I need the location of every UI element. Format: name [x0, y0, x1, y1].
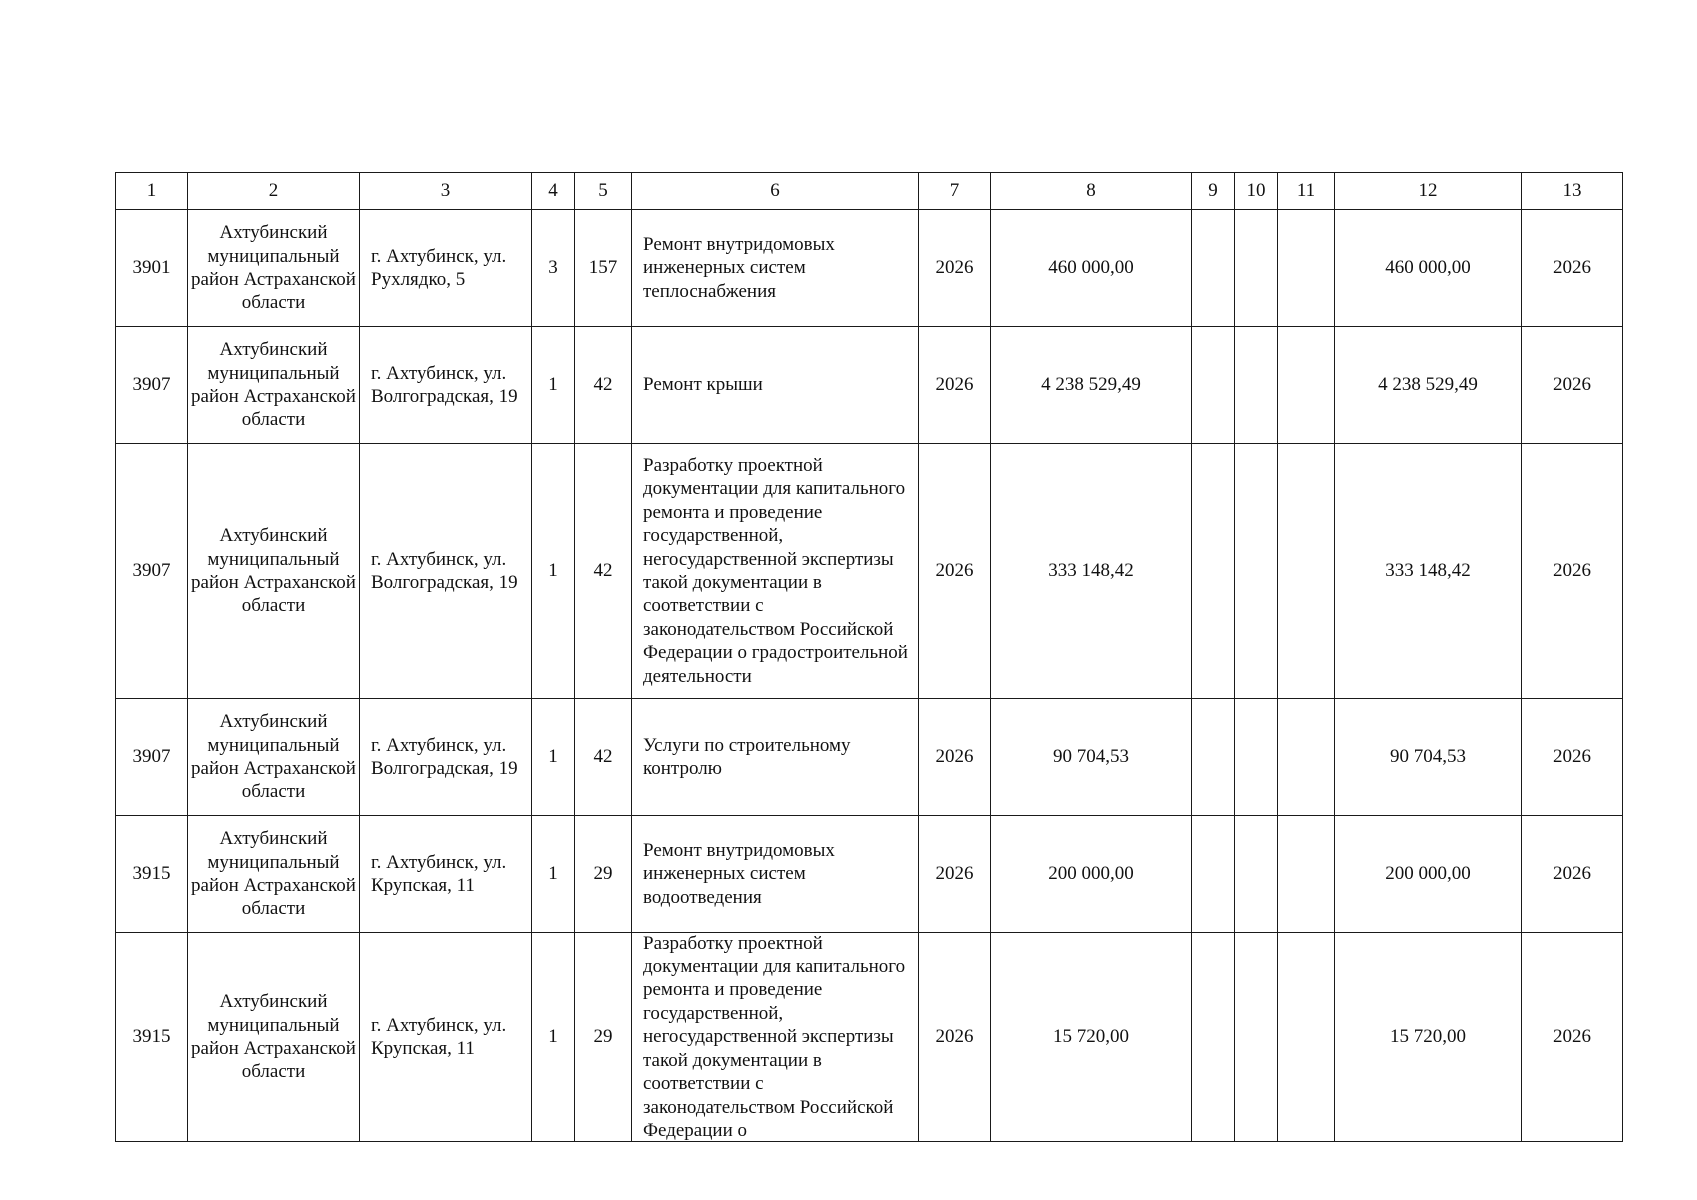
col4-cell: 1 [532, 444, 575, 699]
column-header-3: 3 [360, 173, 532, 210]
address-cell: г. Ахтубинск, ул. Волгоградская, 19 [360, 699, 532, 816]
municipality-cell: Ахтубинский муниципальный район Астраханской области [188, 933, 360, 1142]
row-number-cell: 3915 [116, 816, 188, 933]
column-header-12: 12 [1335, 173, 1522, 210]
completion-year-cell: 2026 [1522, 699, 1623, 816]
cost-cell: 4 238 529,49 [1335, 327, 1522, 444]
row-number-cell: 3907 [116, 327, 188, 444]
row-number-cell: 3907 [116, 444, 188, 699]
col10-cell [1235, 210, 1278, 327]
column-header-1: 1 [116, 173, 188, 210]
column-header-4: 4 [532, 173, 575, 210]
column-header-5: 5 [575, 173, 632, 210]
cost-cell: 460 000,00 [1335, 210, 1522, 327]
work-description-cell: Ремонт внутридомовых инженерных систем теплоснабжения [632, 210, 919, 327]
column-header-11: 11 [1278, 173, 1335, 210]
col11-cell [1278, 816, 1335, 933]
table-row [116, 327, 1623, 444]
work-description-clip [643, 933, 914, 1141]
row-number-cell: 3901 [116, 210, 188, 327]
completion-year-cell: 2026 [1522, 816, 1623, 933]
column-header-6: 6 [632, 173, 919, 210]
column-header-9: 9 [1192, 173, 1235, 210]
municipality-cell: Ахтубинский муниципальный район Астраханской области [188, 444, 360, 699]
completion-year-cell: 2026 [1522, 327, 1623, 444]
column-header-10: 10 [1235, 173, 1278, 210]
col9-cell [1192, 816, 1235, 933]
col11-cell [1278, 210, 1335, 327]
address-cell: г. Ахтубинск, ул. Крупская, 11 [360, 933, 532, 1142]
col4-cell: 1 [532, 933, 575, 1142]
col5-cell: 42 [575, 699, 632, 816]
col5-cell: 157 [575, 210, 632, 327]
col10-cell [1235, 816, 1278, 933]
col5-cell: 42 [575, 327, 632, 444]
table-row [116, 210, 1623, 327]
completion-year-cell: 2026 [1522, 933, 1623, 1142]
municipality-cell: Ахтубинский муниципальный район Астраханской области [188, 816, 360, 933]
total-cost-cell: 333 148,42 [991, 444, 1192, 699]
total-cost-cell: 460 000,00 [991, 210, 1192, 327]
repair-program-table [115, 172, 1623, 1142]
municipality-cell: Ахтубинский муниципальный район Астраханской области [188, 327, 360, 444]
col5-cell: 29 [575, 816, 632, 933]
work-description-cell: Услуги по строительному контролю [632, 699, 919, 816]
col9-cell [1192, 327, 1235, 444]
cost-cell: 90 704,53 [1335, 699, 1522, 816]
col4-cell: 1 [532, 816, 575, 933]
work-description-cell: Ремонт внутридомовых инженерных систем водоотведения [632, 816, 919, 933]
completion-year-cell: 2026 [1522, 210, 1623, 327]
work-description-text: Разработку проектной документации для капитального ремонта и проведение государственной, негосударственной экспертизы такой документации в соответствии с законодательством Российской Федерации о [643, 933, 906, 1141]
col9-cell [1192, 699, 1235, 816]
cost-cell: 333 148,42 [1335, 444, 1522, 699]
col4-cell: 3 [532, 210, 575, 327]
year-cell: 2026 [919, 933, 991, 1142]
col4-cell: 1 [532, 327, 575, 444]
completion-year-cell: 2026 [1522, 444, 1623, 699]
column-header-13: 13 [1522, 173, 1623, 210]
total-cost-cell: 200 000,00 [991, 816, 1192, 933]
cost-cell: 200 000,00 [1335, 816, 1522, 933]
row-number-cell: 3915 [116, 933, 188, 1142]
municipality-cell: Ахтубинский муниципальный район Астраханской области [188, 699, 360, 816]
year-cell: 2026 [919, 210, 991, 327]
col5-cell: 42 [575, 444, 632, 699]
year-cell: 2026 [919, 816, 991, 933]
col4-cell: 1 [532, 699, 575, 816]
year-cell: 2026 [919, 327, 991, 444]
year-cell: 2026 [919, 444, 991, 699]
municipality-cell: Ахтубинский муниципальный район Астраханской области [188, 210, 360, 327]
table-row [116, 933, 1623, 1142]
work-description-cell: Разработку проектной документации для капитального ремонта и проведение государственной, негосударственной экспертизы такой документации в соответствии с законодательством Российской Федерации о градостроительной деятельности [632, 444, 919, 699]
col10-cell [1235, 933, 1278, 1142]
column-header-8: 8 [991, 173, 1192, 210]
col11-cell [1278, 444, 1335, 699]
year-cell: 2026 [919, 699, 991, 816]
cost-cell: 15 720,00 [1335, 933, 1522, 1142]
table-row [116, 699, 1623, 816]
address-cell: г. Ахтубинск, ул. Рухлядко, 5 [360, 210, 532, 327]
col10-cell [1235, 444, 1278, 699]
address-cell: г. Ахтубинск, ул. Волгоградская, 19 [360, 327, 532, 444]
address-cell: г. Ахтубинск, ул. Волгоградская, 19 [360, 444, 532, 699]
column-header-2: 2 [188, 173, 360, 210]
col9-cell [1192, 933, 1235, 1142]
col11-cell [1278, 933, 1335, 1142]
col5-cell: 29 [575, 933, 632, 1142]
total-cost-cell: 15 720,00 [991, 933, 1192, 1142]
col10-cell [1235, 699, 1278, 816]
row-number-cell: 3907 [116, 699, 188, 816]
table-row [116, 816, 1623, 933]
total-cost-cell: 4 238 529,49 [991, 327, 1192, 444]
col10-cell [1235, 327, 1278, 444]
total-cost-cell: 90 704,53 [991, 699, 1192, 816]
work-description-cell: Ремонт крыши [632, 327, 919, 444]
address-cell: г. Ахтубинск, ул. Крупская, 11 [360, 816, 532, 933]
work-description-cell [632, 933, 919, 1142]
column-number-row [116, 173, 1623, 210]
col9-cell [1192, 210, 1235, 327]
col11-cell [1278, 327, 1335, 444]
col9-cell [1192, 444, 1235, 699]
table-row [116, 444, 1623, 699]
col11-cell [1278, 699, 1335, 816]
column-header-7: 7 [919, 173, 991, 210]
